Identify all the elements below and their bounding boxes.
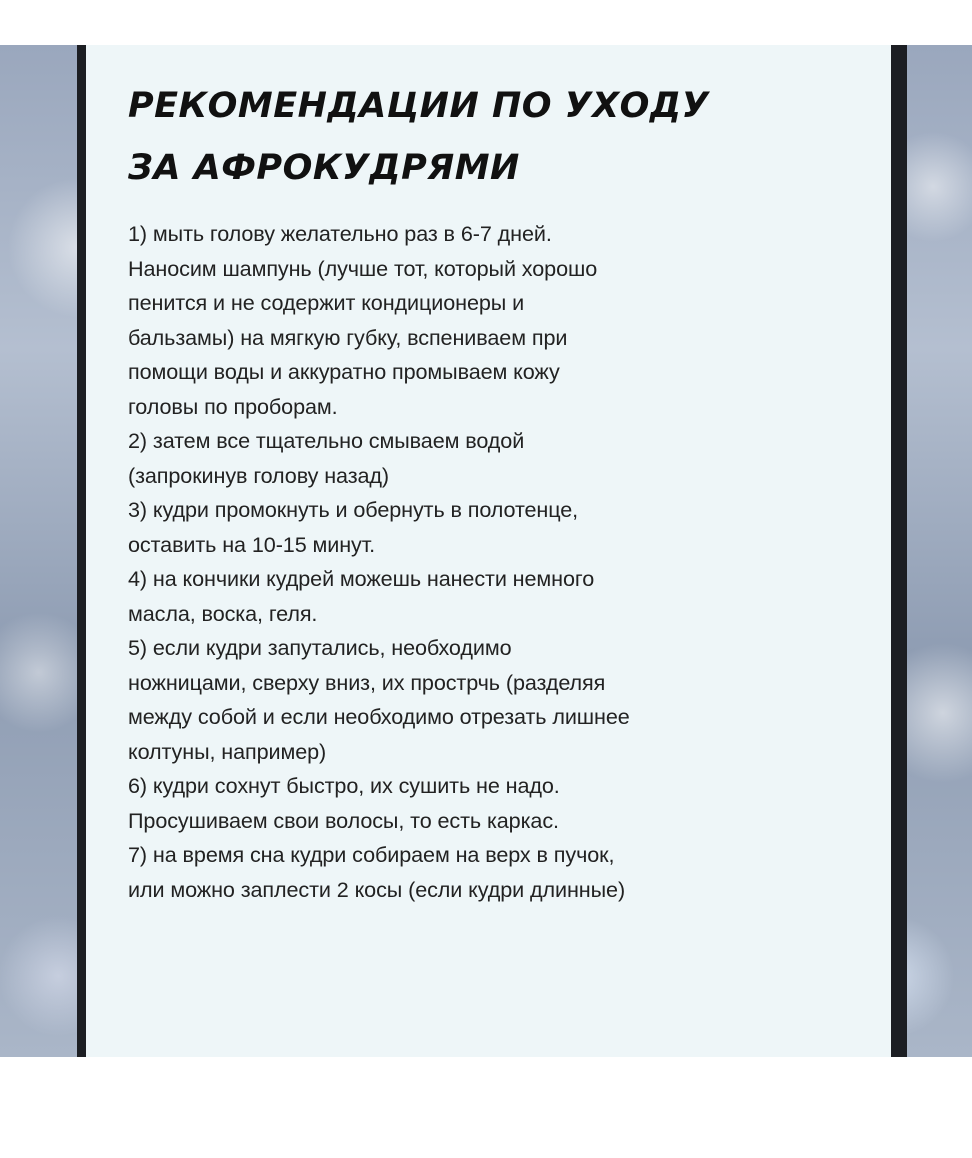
card-frame	[77, 45, 907, 1057]
text-line: ножницами, сверху вниз, их прострчь (разделяя	[128, 669, 606, 695]
text-line: масла, воска, геля.	[128, 600, 318, 626]
text-line: (запрокинув голову назад)	[128, 462, 389, 488]
heading-line-2: ЗА АФРОКУДРЯМИ	[128, 148, 520, 188]
text-line: колтуны, например)	[128, 738, 327, 764]
text-line: Наносим шампунь (лучше тот, который хорошо	[128, 255, 598, 281]
text-line: пенится и не содержит кондиционеры и	[128, 290, 525, 315]
text-line: бальзамы) на мягкую губку, вспениваем при	[128, 324, 568, 350]
text-line: 3) кудри промокнуть и обернуть в полотенце,	[128, 497, 579, 522]
text-line: Просушиваем свои волосы, то есть каркас.	[128, 807, 559, 833]
text-line: 7) на время сна кудри собираем на верх в пучок,	[128, 842, 615, 867]
heading-line-1: РЕКОМЕНДАЦИИ ПО УХОДУ	[128, 86, 710, 126]
text-line: 4) на кончики кудрей можешь нанести немного	[128, 566, 595, 591]
text-line: 2) затем все тщательно смываем водой	[128, 428, 525, 453]
card-heading	[128, 75, 709, 199]
photo-image	[0, 45, 972, 1057]
text-line: между собой и если необходимо отрезать лишнее	[128, 704, 630, 729]
text-line: помощи воды и аккуратно промываем кожу	[128, 359, 560, 384]
text-line: 5) если кудри запутались, необходимо	[128, 635, 512, 660]
text-line: или можно заплести 2 косы (если кудри длинные)	[128, 876, 626, 902]
text-line: 6) кудри сохнут быстро, их сушить не надо.	[128, 773, 560, 798]
text-line: оставить на 10-15 минут.	[128, 531, 376, 557]
text-line: головы по проборам.	[128, 393, 338, 419]
care-instructions	[128, 217, 883, 907]
text-line: 1) мыть голову желательно раз в 6-7 дней.	[128, 221, 552, 246]
text-card	[86, 45, 891, 1057]
